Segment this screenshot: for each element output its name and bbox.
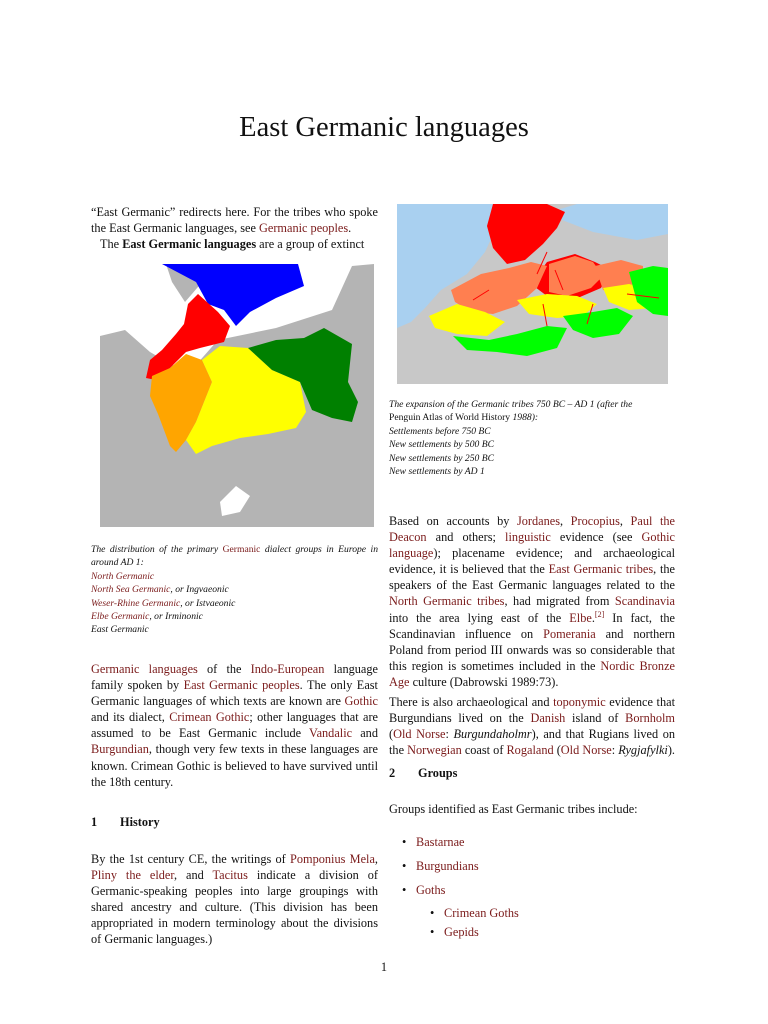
map2-caption: The expansion of the Germanic tribes 750 BC – AD 1 (after the Penguin Atlas of World History 1988): Settlements before 750 BC New settlements by 500 BC New settlements by 250 BC New settlements by AD 1 xyxy=(389,399,633,478)
link-north-germanic-tribes[interactable]: North Germanic tribes xyxy=(389,594,505,609)
link-elbe[interactable]: Elbe xyxy=(569,610,592,625)
link-gothic[interactable]: Gothic xyxy=(344,694,378,709)
groups-heading: 2 Groups xyxy=(389,766,458,780)
link-burgundian[interactable]: Burgundian xyxy=(91,742,149,757)
lead-term: East Germanic languages xyxy=(122,237,257,252)
link-old-norse-2[interactable]: Old Norse xyxy=(560,743,612,758)
origins-paragraph: Based on accounts by Jordanes, Procopius, Paul the Deacon and others; linguistic evidence (see Gothic language); placename evidence; and archaeological evidence, it is believed that the East Germanic tribes, the speakers of the East Germanic languages related to the North Germanic tribes, had migrated from Scandinavia into the area lying east of the Elbe.[2] In fact, the Scandinavian influence on Pomerania and northern Poland from period III onwards was so considerable that this region is sometimes included in the Nordic Bronze Age culture (Dabrowski 1989:73). There is also archaeological and toponymic evidence that Burgundians lived on the Danish island of Bornholm (Old Norse: Burgundaholmr), and that Rugians lived on the Norwegian coast of Rogaland (Old Norse: Rygjafylki). xyxy=(389,514,676,758)
link-north-germanic[interactable]: North Germanic xyxy=(91,570,155,582)
link-weser-rhine-germanic[interactable]: Weser-Rhine Germanic xyxy=(91,597,181,609)
link-toponymic[interactable]: toponymic xyxy=(553,695,606,710)
lead-paragraph: Germanic languages of the Indo-European language family spoken by East Germanic peoples. The only East Germanic languages of which texts are known are Gothic and its dialect, Crimean Gothic; other languages that are assumed to be East Germanic include Vandalic and Burgundian, though very few texts in these languages are known. Crimean Gothic is believed to have survived until the 18th century. xyxy=(91,662,378,789)
citation-ref[interactable]: [2] xyxy=(594,609,605,619)
hatnote: “East Germanic” redirects here. For the tribes who spoke the East Germanic languages, see Germanic peoples. The East Germanic languages are a group of extinct xyxy=(91,205,378,252)
map1-caption: The distribution of the primary Germanic dialect groups in Europe in around AD 1: North Germanic North Sea Germanic, or Ingvaeonic Weser-Rhine Germanic, or Istvaeonic Elbe Germanic, or Irminonic East Germanic xyxy=(91,544,378,636)
list-item: • Gepids xyxy=(430,925,479,939)
germanic-expansion-map xyxy=(397,204,668,384)
link-gepids[interactable]: Gepids xyxy=(444,925,479,939)
groups-list xyxy=(402,834,666,906)
link-old-norse[interactable]: Old Norse xyxy=(393,727,446,742)
link-indo-european[interactable]: Indo-European xyxy=(250,662,325,676)
link-bastarnae[interactable]: Bastarnae xyxy=(416,835,465,849)
page-number: 1 xyxy=(380,960,388,974)
list-item: • Crimean Goths xyxy=(430,906,519,920)
goths-sublist xyxy=(430,905,664,943)
link-bornholm[interactable]: Bornholm xyxy=(625,711,675,726)
link-danish[interactable]: Danish xyxy=(530,711,566,726)
link-procopius[interactable]: Procopius xyxy=(570,514,620,528)
link-north-sea-germanic[interactable]: North Sea Germanic xyxy=(91,584,171,596)
link-tacitus[interactable]: Tacitus xyxy=(212,868,248,883)
link-pomponius-mela[interactable]: Pomponius Mela xyxy=(290,852,375,866)
link-pomerania[interactable]: Pomerania xyxy=(543,626,596,641)
link-nordic-bronze-age[interactable]: Nordic Bronze Age xyxy=(389,658,675,689)
link-pliny-the-elder[interactable]: Pliny the elder xyxy=(91,868,174,883)
link-norwegian[interactable]: Norwegian xyxy=(407,743,462,758)
link-jordanes[interactable]: Jordanes xyxy=(516,514,561,528)
history-heading: 1 History xyxy=(91,815,160,829)
link-crimean-gothic[interactable]: Crimean Gothic xyxy=(169,710,250,725)
groups-intro: Groups identified as East Germanic tribes include: xyxy=(389,802,638,816)
link-germanic-languages[interactable]: Germanic languages xyxy=(91,662,198,676)
page-title: East Germanic languages xyxy=(239,112,529,143)
list-item: • Bastarnae xyxy=(402,835,465,849)
link-burgundians[interactable]: Burgundians xyxy=(416,859,479,873)
link-rogaland[interactable]: Rogaland xyxy=(506,743,554,758)
link-gothic-language[interactable]: Gothic language xyxy=(389,530,676,561)
link-goths[interactable]: Goths xyxy=(416,883,446,897)
link-germanic-peoples[interactable]: Germanic peoples xyxy=(259,221,349,236)
link-elbe-germanic[interactable]: Elbe Germanic xyxy=(91,611,150,623)
germanic-dialects-map xyxy=(100,264,374,527)
list-item: • Goths xyxy=(402,883,446,897)
link-east-germanic-peoples[interactable]: East Germanic peoples xyxy=(183,678,300,693)
list-item: • Burgundians xyxy=(402,859,479,873)
link-linguistic[interactable]: linguistic xyxy=(505,530,551,545)
link-scandinavia[interactable]: Scandinavia xyxy=(614,594,675,609)
link-paul-the-deacon[interactable]: Paul the Deacon xyxy=(389,514,675,545)
link-crimean-goths[interactable]: Crimean Goths xyxy=(444,906,519,920)
history-paragraph: By the 1st century CE, the writings of Pomponius Mela, Pliny the elder, and Tacitus indicate a division of Germanic-speaking peoples into large groupings with shared ancestry and culture. (This division has been appropriated in modern terminology about the divisions of Germanic languages.) xyxy=(91,852,378,947)
link-east-germanic-tribes[interactable]: East Germanic tribes xyxy=(548,562,654,577)
link-vandalic[interactable]: Vandalic xyxy=(309,726,353,741)
link-germanic[interactable]: Germanic xyxy=(222,544,261,555)
